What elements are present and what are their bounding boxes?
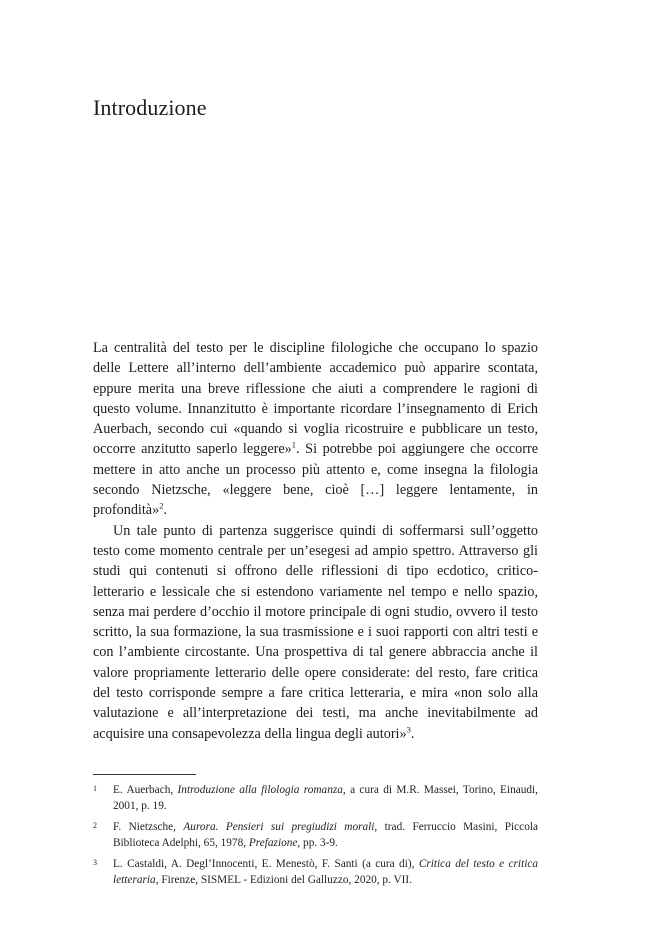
- paragraph-1: [93, 338, 538, 521]
- paragraph-1-text-a: La centralità del testo per le discipline filologiche che occupano lo spazio delle Lettere all’interno dell’ambiente accademico può apparire scontata, eppure merita una breve riflessione che aiuti a comprendere le ragioni di questo volume. Innanzitutto è importante ricordare l’insegnamento di Erich Auerbach, secondo cui «quando si voglia ricostruire e pubblicare un testo, occorre anzitutto saperlo leggere»: [93, 340, 538, 458]
- footnote-number: 3: [93, 858, 97, 867]
- footnote-text: , trad. Ferruccio Masini, Piccola Biblioteca Adelphi, 65, 1978,: [113, 821, 539, 849]
- paragraph-2-text-b: .: [410, 725, 415, 742]
- footnote-2: [93, 819, 538, 851]
- footnote-text: , Firenze, SISMEL - Edizioni del Galluzzo, 2020, p. VII.: [155, 874, 413, 886]
- footnotes: [93, 782, 538, 893]
- paragraph-1-text-c: .: [163, 502, 167, 519]
- footnote-1: [93, 782, 538, 814]
- footnote-text: L. Castaldi, A. Degl’Innocenti, E. Menestò, F. Santi (a cura di),: [113, 858, 419, 870]
- footnote-text: F. Nietzsche,: [113, 821, 184, 833]
- footnote-title: Critica del testo e critica letteraria: [113, 858, 539, 886]
- footnote-3: [93, 856, 538, 888]
- paragraph-2: [93, 521, 538, 744]
- footnote-title: Introduzione alla filologia romanza: [177, 784, 343, 796]
- paragraph-1-text-b: . Si potrebbe poi aggiungere che occorre mettere in atto anche un processo più attento e, come insegna la filologia secondo Nietzsche, «leggere bene, cioè […] leggere lentamente, in profondità»: [93, 441, 539, 519]
- body-text: [93, 338, 538, 744]
- footnote-number: 2: [93, 821, 97, 830]
- footnote-title: Prefazione: [248, 837, 298, 849]
- footnote-ref-2[interactable]: 2: [159, 500, 164, 511]
- footnote-text: , pp. 3-9.: [297, 837, 338, 849]
- paragraph-2-text-a: Un tale punto di partenza suggerisce quindi di soffermarsi sull’oggetto testo come momento centrale per un’esegesi ad ampio spettro. Attraverso gli studi qui contenuti si offrono delle riflessioni di tipo ecdotico, critico-letterario e lessicale che si estendono variamente nel tempo e nello spazio, senza mai perdere d’occhio il motore principale di ogni studio, ovvero il testo scritto, la sua formazione, la sua trasmissione e i suoi rapporti con altri testi e con l’ambiente circostante. Una prospettiva di tal genere abbraccia anche il valore propriamente letterario delle opere considerate: del resto, fare critica del testo corrisponde sempre a fare critica letteraria, e mira «non solo alla valutazione e all’interpretazione dei testi, ma anche inevitabilmente ad acquisire una consapevolezza della lingua degli autori»: [93, 522, 538, 742]
- footnote-separator: [93, 774, 196, 775]
- footnote-number: 1: [93, 784, 97, 793]
- footnote-ref-3[interactable]: 3: [406, 723, 411, 734]
- chapter-title: Introduzione: [93, 95, 207, 120]
- footnote-ref-1[interactable]: 1: [291, 439, 297, 450]
- footnote-text: E. Auerbach,: [113, 784, 178, 796]
- footnote-text: , a cura di M.R. Massei, Torino, Einaudi, 2001, p. 19.: [113, 784, 538, 812]
- footnote-title: Aurora. Pensieri sui pregiudizi morali: [183, 821, 375, 833]
